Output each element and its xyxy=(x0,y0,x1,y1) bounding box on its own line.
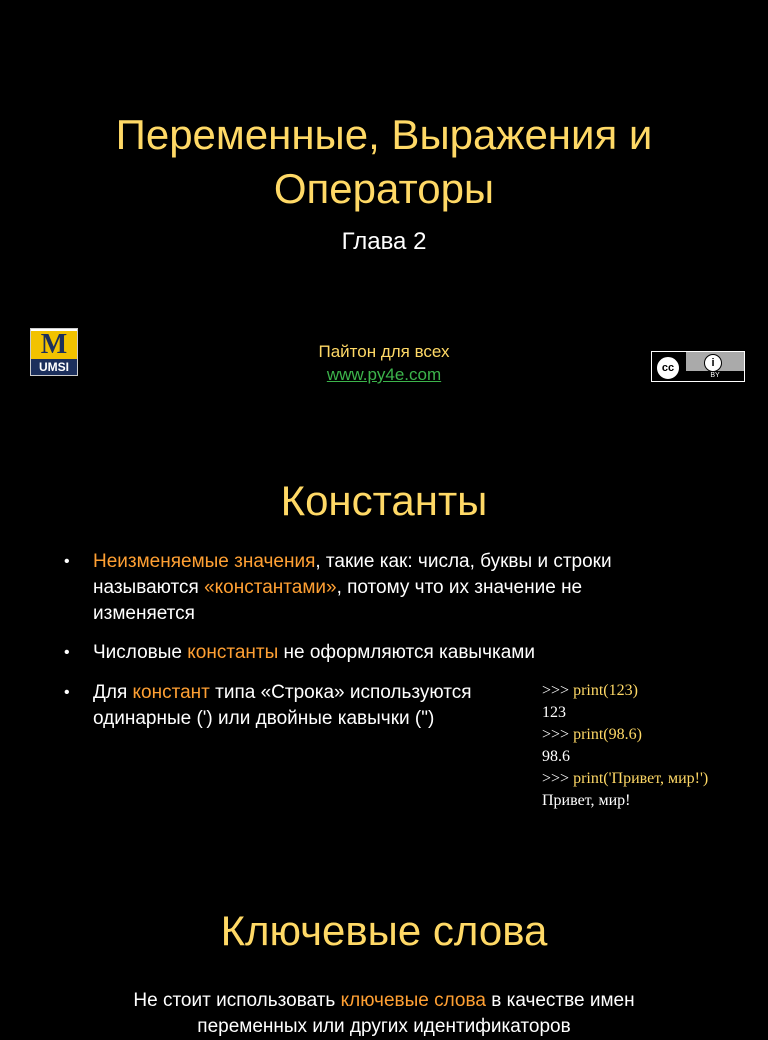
bullet1-text-2: называются xyxy=(93,577,205,598)
keywords-line1 xyxy=(0,988,768,1014)
constants-title: Константы xyxy=(280,477,488,524)
bullet-string-constants xyxy=(64,680,534,736)
bullet3-line1 xyxy=(93,680,533,706)
title-line-1: Переменные, Выражения и xyxy=(115,111,653,158)
code-command-1: print(123) xyxy=(573,682,638,699)
cc-icon: cc xyxy=(655,355,681,381)
bullet1-highlight-2: «константами» xyxy=(204,577,337,598)
by-label: BY xyxy=(686,371,744,381)
bullet1-line2 xyxy=(93,575,612,601)
bullet3-line2: одинарные (') или двойные кавычки (") xyxy=(93,708,435,729)
code-output-1: 123 xyxy=(542,704,566,721)
bullet1-highlight-1: Неизменяемые значения xyxy=(93,551,316,572)
code-prompt: >>> xyxy=(542,770,574,787)
keywords-title: Ключевые слова xyxy=(220,907,548,954)
code-command-3: print('Привет, мир!') xyxy=(573,770,709,787)
chapter-subtitle: Глава 2 xyxy=(341,228,427,255)
bullet2-text-1: Числовые xyxy=(93,642,188,663)
code-line-1 xyxy=(542,680,762,702)
bullet-icon: • xyxy=(64,684,70,701)
bullet1-line3: изменяется xyxy=(93,603,195,624)
code-line-2 xyxy=(542,724,762,746)
bullet-icon: • xyxy=(64,553,70,570)
umsi-label: UMSI xyxy=(31,359,77,375)
bullet-numeric-constants xyxy=(64,640,744,670)
bullet3-text-1: Для xyxy=(93,682,133,703)
bullet3-text-2: типа «Строка» используются xyxy=(209,682,472,703)
keywords-line2: переменных или других идентификаторов xyxy=(197,1016,571,1037)
michigan-m-icon: M xyxy=(31,331,77,359)
bullet2-highlight: константы xyxy=(187,642,279,663)
cc-badge-left xyxy=(652,352,686,381)
code-line-3 xyxy=(542,768,762,790)
title-line-2: Операторы xyxy=(273,165,495,212)
slide-title xyxy=(0,108,768,216)
cc-by-license-badge xyxy=(651,351,745,382)
bullet3-highlight: констант xyxy=(132,682,210,703)
keywords-highlight: ключевые слова xyxy=(340,990,486,1011)
python-code-example xyxy=(542,680,762,812)
bullet1-text-1: , такие как: числа, буквы и строки xyxy=(315,551,612,572)
code-command-2: print(98.6) xyxy=(573,726,642,743)
attribution-person-icon: i xyxy=(704,354,722,372)
keywords-text-2: в качестве имен xyxy=(485,990,635,1011)
code-prompt: >>> xyxy=(542,682,574,699)
book-link[interactable]: www.py4e.com xyxy=(326,365,442,384)
keywords-text xyxy=(0,988,768,1040)
bullet1-text-3: , потому что их значение не xyxy=(336,577,583,598)
book-title: Пайтон для всех xyxy=(318,342,450,361)
bullet-icon: • xyxy=(64,644,70,661)
code-output-2: 98.6 xyxy=(542,748,570,765)
bullet-immutable-values xyxy=(64,549,744,629)
code-prompt: >>> xyxy=(542,726,574,743)
bullet1-line1 xyxy=(93,549,612,575)
bullet2-text-2: не оформляются кавычками xyxy=(278,642,535,663)
keywords-text-1: Не стоит использовать xyxy=(133,990,341,1011)
code-output-3: Привет, мир! xyxy=(542,792,631,809)
